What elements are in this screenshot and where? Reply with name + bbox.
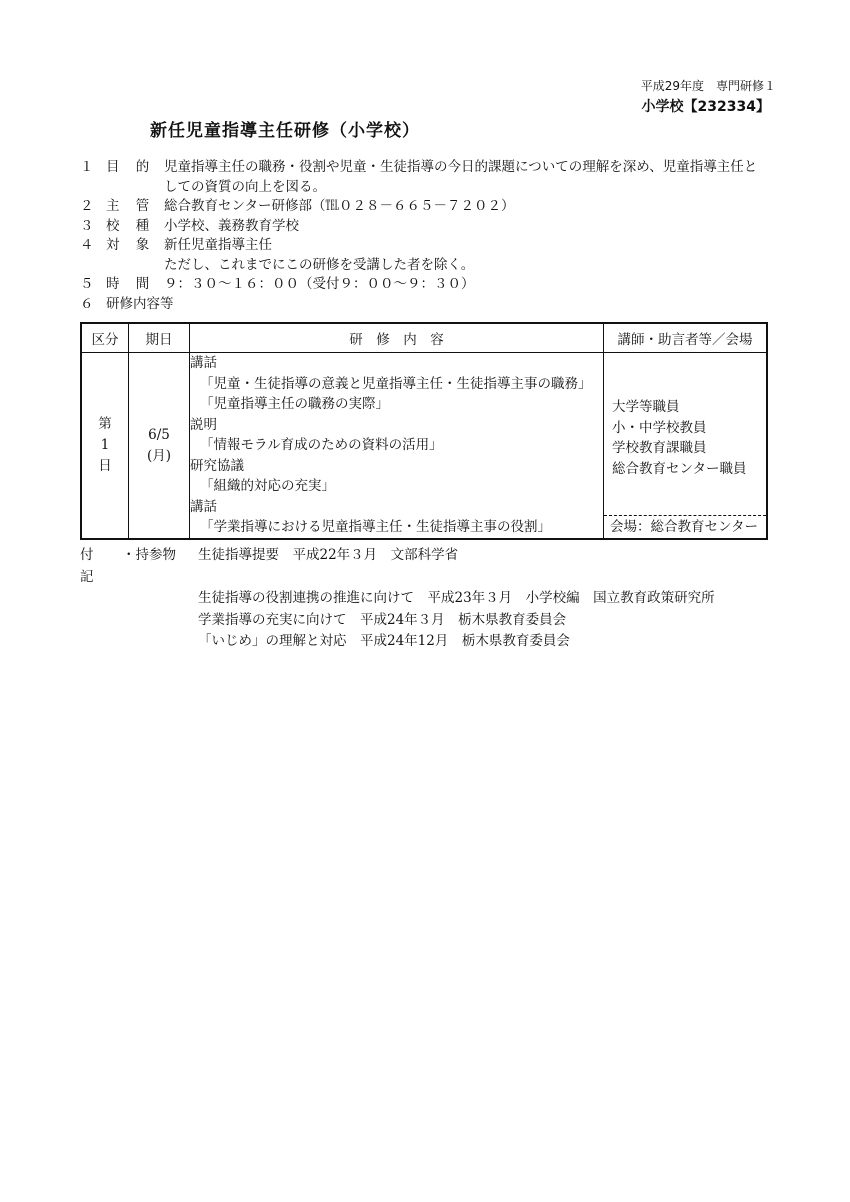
item-target: ４ 対 象 新任児童指導主任 <box>80 236 780 256</box>
outline-items <box>80 158 780 314</box>
header-venue: 講師・助言者等／会場 <box>604 323 768 353</box>
content-line: 研究協議 <box>190 457 244 474</box>
content-line: 説明 <box>190 416 217 433</box>
content-line: 「児童指導主任の職務の実際」 <box>200 396 389 412</box>
content-line: 講話 <box>190 498 217 515</box>
schedule-table <box>80 322 768 540</box>
course-code: 小学校【232334】 <box>641 99 770 115</box>
target-note: ただし、これまでにこの研修を受講した者を除く。 <box>164 256 475 273</box>
date-cell <box>129 353 190 540</box>
content-cell <box>190 353 604 540</box>
notes-section <box>80 545 715 653</box>
item-organizer: ２ 主 管 総合教育センター研修部（℡０２８－６６５－７２０２） <box>80 197 780 217</box>
reference-item: 生徒指導の役割連携の推進に向けて 平成23年３月 小学校編 国立教育政策研究所 <box>198 590 715 606</box>
purpose-line: 児童指導主任の職務・役割や児童・生徒指導の今日的課題についての理解を深め、児童指導主任と <box>164 159 758 175</box>
lecturer-list <box>604 353 766 515</box>
weekday-value: (月) <box>146 447 172 464</box>
content-line: 「情報モラル育成のための資料の活用」 <box>200 437 443 453</box>
lecturer-item: 小・中学校教員 <box>612 419 707 436</box>
purpose-line: しての資質の向上を図る。 <box>164 178 326 195</box>
item-time: ５ 時 間 ９：３０～１６：００（受付９：００～９：３０） <box>80 275 780 295</box>
table-row <box>81 353 767 540</box>
venue-cell <box>604 353 768 540</box>
notes-sublabel: ・持参物 <box>122 547 176 563</box>
reference-item: 生徒指導提要 平成22年３月 文部科学省 <box>198 547 459 563</box>
header-kubun: 区分 <box>81 323 129 353</box>
notes-label: 付 記 <box>80 547 104 585</box>
content-line: 「学業指導における児童指導主任・生徒指導主事の役割」 <box>200 519 551 535</box>
lecturer-item: 大学等職員 <box>612 399 680 415</box>
content-line: 「児童・生徒指導の意義と児童指導主任・生徒指導主事の職務」 <box>200 375 592 392</box>
lecturer-item: 総合教育センター職員 <box>612 460 747 477</box>
date-value: 6/5 <box>148 426 170 443</box>
content-line: 講話 <box>190 355 217 371</box>
item-school-type: ３ 校 種 小学校、義務教育学校 <box>80 217 780 237</box>
reference-item: 「いじめ」の理解と対応 平成24年12月 栃木県教育委員会 <box>198 633 570 649</box>
fiscal-year-label: 平成29年度 専門研修１ <box>640 79 776 93</box>
venue-text: 会場：総合教育センター <box>604 515 766 538</box>
school-type-text: 小学校、義務教育学校 <box>164 217 299 234</box>
lecturer-item: 学校教育課職員 <box>612 440 707 456</box>
time-text: ９：３０～１６：００（受付９：００～９：３０） <box>164 276 475 292</box>
table-header-row <box>81 323 767 353</box>
reference-item: 学業指導の充実に向けて 平成24年３月 栃木県教育委員会 <box>198 611 567 628</box>
organizer-text: 総合教育センター研修部（℡０２８－６６５－７２０２） <box>164 198 515 214</box>
item-purpose: １ 目 的 児童指導主任の職務・役割や児童・生徒指導の今日的課題についての理解を深め、児童指導主任と しての資質の向上を図る。 <box>80 158 780 197</box>
header-date: 期日 <box>129 323 190 353</box>
item-content-heading: ６ 研修内容等 <box>80 295 174 312</box>
target-text: 新任児童指導主任 <box>164 237 272 253</box>
header-content: 研 修 内 容 <box>190 323 604 353</box>
day-cell: 第 1 日 <box>81 353 129 540</box>
content-line: 「組織的対応の充実」 <box>200 478 335 494</box>
page-title: 新任児童指導主任研修（小学校） <box>150 121 420 141</box>
